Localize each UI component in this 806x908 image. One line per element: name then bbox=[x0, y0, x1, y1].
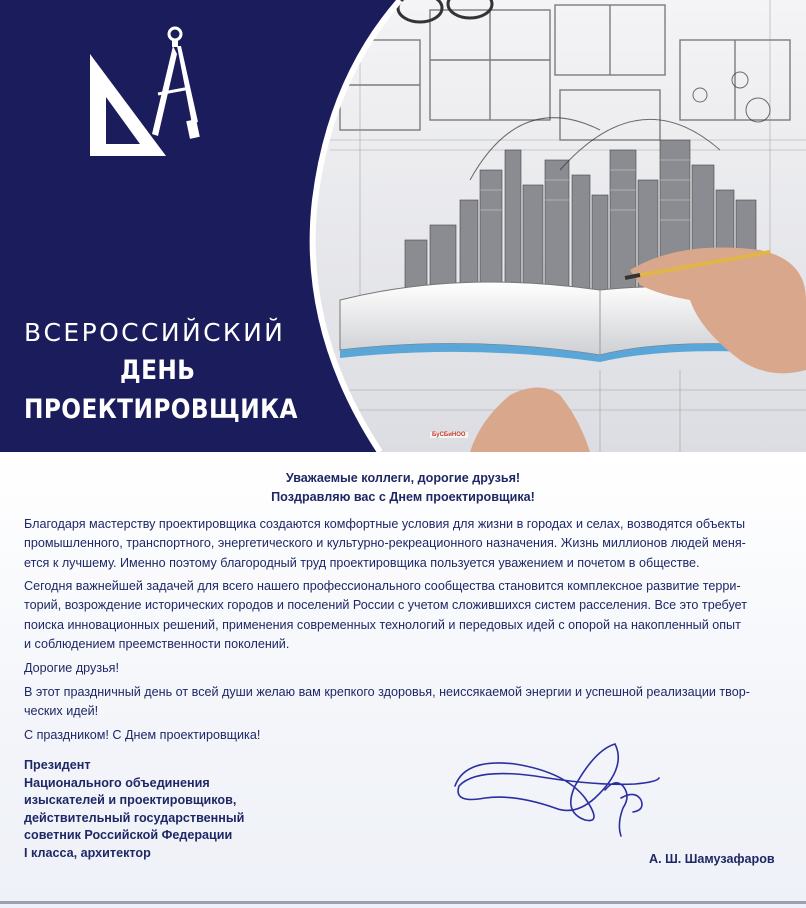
paragraph-line: С праздником! С Днем проектировщика! bbox=[24, 728, 261, 742]
greeting-line2: Поздравляю вас с Днем проектировщика! bbox=[271, 490, 535, 504]
paragraph-line: Благодаря мастерству проектировщика создаются комфортные условия для жизни в городах и селах, возводятся объекты bbox=[24, 517, 746, 531]
publisher-tag: БуСБиНОО bbox=[432, 432, 466, 438]
paragraph-1 bbox=[24, 515, 784, 573]
signatory-title bbox=[24, 757, 244, 863]
banner-title-line2: ДЕНЬ bbox=[120, 355, 196, 386]
paragraph-4 bbox=[24, 683, 784, 722]
paragraph-line: ется к лучшему. Именно поэтому благородный труд проектировщика пользуется уважением и почетом в обществе. bbox=[24, 555, 700, 570]
paragraph-5 bbox=[24, 726, 784, 745]
paragraph-2 bbox=[24, 577, 784, 655]
paragraph-line: В этот праздничный день от всей души желаю вам крепкого здоровья, неиссякаемой энергии и успешной реализации твор- bbox=[24, 685, 750, 699]
header-banner bbox=[0, 0, 806, 452]
signatory-title-line: Национального объединения bbox=[24, 775, 210, 790]
signatory-title-line: Президент bbox=[24, 758, 91, 772]
handwritten-signature bbox=[445, 738, 670, 843]
paragraph-line: поиска инновационных решений, применения современных технологий и передовых идей с опорой на накопленный опыт bbox=[24, 617, 741, 632]
paragraph-line: и соблюдением преемственности поколений. bbox=[24, 637, 290, 652]
paragraph-line: Сегодня важнейшей задачей для всего нашего профессионального сообщества становится комплексное развитие терри- bbox=[24, 579, 741, 593]
paragraph-3 bbox=[24, 659, 784, 678]
signer-name: А. Ш. Шамузафаров bbox=[649, 852, 775, 866]
letter-body bbox=[0, 452, 806, 908]
signatory-title-line: изыскателей и проектировщиков, bbox=[24, 793, 237, 808]
paragraph-line: ческих идей! bbox=[24, 704, 99, 719]
signatory-title-line: I класса, архитектор bbox=[24, 845, 151, 860]
paragraph-line: Дорогие друзья! bbox=[24, 661, 119, 675]
greeting-line1: Уважаемые коллеги, дорогие друзья! bbox=[285, 471, 521, 485]
signatory-title-line: советник Российской Федерации bbox=[24, 828, 233, 843]
compass-icon bbox=[148, 24, 204, 142]
banner-title-line3: ПРОЕКТИРОВЩИКА bbox=[24, 394, 298, 425]
paragraph-line: торий, возрождение исторических городов и поселений России с учетом сложившихся систем расселения. Все это требует bbox=[24, 598, 748, 613]
paragraph-line: промышленного, транспортного, энергетического и культурно-рекреационного назначения. Жизнь миллионов людей меня- bbox=[24, 536, 746, 551]
bottom-divider bbox=[0, 901, 806, 904]
signatory-title-line: действительный государственный bbox=[24, 810, 245, 825]
banner-title-line1: ВСЕРОССИЙСКИЙ bbox=[24, 318, 286, 347]
